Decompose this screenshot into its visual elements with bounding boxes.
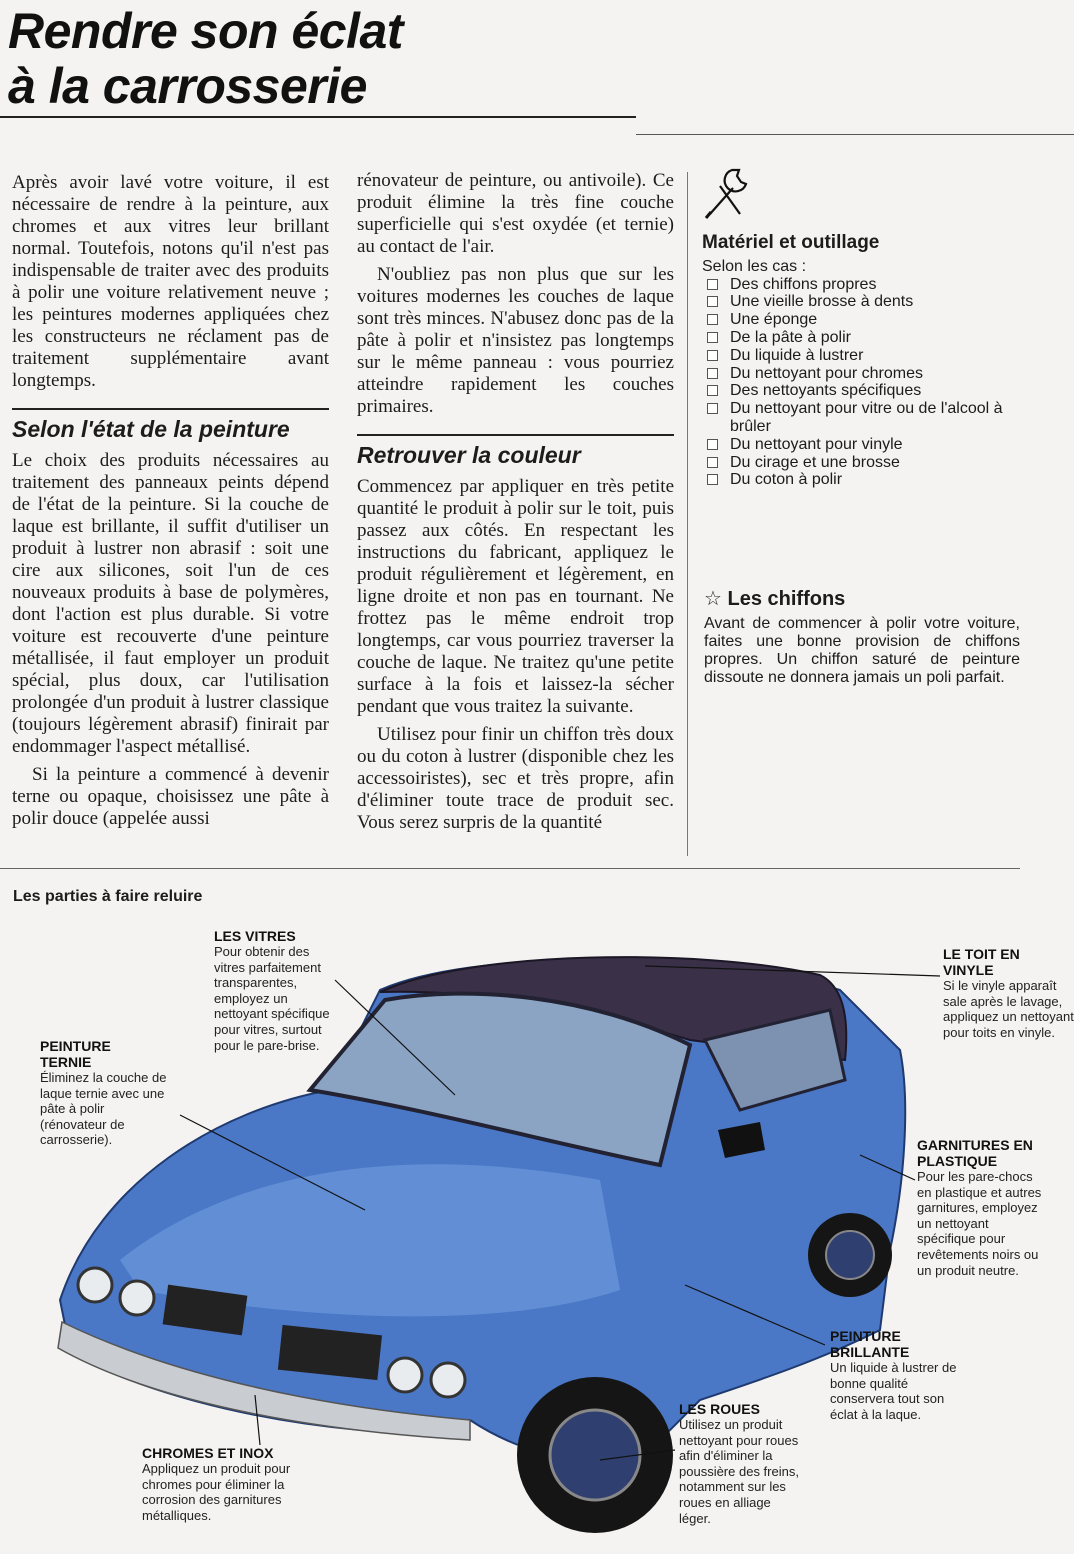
tool-item: Du cirage et une brosse	[702, 454, 1032, 472]
caption-garnitures	[917, 1137, 1042, 1278]
tool-item: Une vieille brosse à dents	[702, 293, 1032, 311]
star-icon: ☆	[704, 588, 722, 610]
tools-heading: Matériel et outillage	[702, 232, 880, 253]
tool-item: Une éponge	[702, 311, 1032, 329]
caption-toit-vinyle	[943, 946, 1074, 1040]
caption-roues	[679, 1401, 803, 1526]
caption-roues-text: Utilisez un produit nettoyant pour roues afin d'éliminer la poussière des freins, notamment sur les roues en alliage léger.	[679, 1417, 799, 1526]
heading-retrouver-couleur: Retrouver la couleur	[357, 434, 674, 468]
caption-vitres-text: Pour obtenir des vitres parfaitement transparentes, employez un nettoyant spécifique pour vitres, surtout pour le pare-brise.	[214, 944, 330, 1053]
tool-item: De la pâte à polir	[702, 329, 1032, 347]
caption-chromes-text: Appliquez un produit pour chromes pour éliminer la corrosion des garnitures métalliques.	[142, 1461, 291, 1523]
etat-paragraph-2: Si la peinture a commencé à devenir terne ou opaque, choisissez une pâte à polir douce (appelée aussi	[12, 764, 329, 829]
intro-paragraph: Après avoir lavé votre voiture, il est nécessaire de rendre à la peinture, aux chromes et aux vitres leur brillant normal. Toutefois, notons qu'il n'est pas indispensable de traiter avec des produits à polir une voiture relativement neuve ; les peintures modernes appliquées chez les constructeurs ne réclament pas de traitement supplémentaire avant longtemps.	[12, 172, 329, 391]
diagram-title: Les parties à faire reluire	[13, 888, 203, 905]
caption-terne-title: PEINTURE TERNIE	[40, 1038, 111, 1070]
title-line-1: Rendre son éclat	[8, 3, 403, 59]
caption-garnitures-title: GARNITURES EN PLASTIQUE	[917, 1137, 1033, 1169]
caption-toit-text: Si le vinyle apparaît sale après le lavage, appliquez un nettoyant pour toits en vinyle.	[943, 978, 1074, 1040]
caption-garnitures-text: Pour les pare-chocs en plastique et autres garnitures, employez un nettoyant spécifique pour revêtements noirs ou un produit neutre.	[917, 1169, 1042, 1278]
caption-chromes-title: CHROMES ET INOX	[142, 1445, 274, 1461]
tool-item: Du liquide à lustrer	[702, 347, 1032, 365]
tool-item: Des chiffons propres	[702, 276, 1032, 294]
tool-item: Du nettoyant pour vitre ou de l'alcool à brûler	[702, 400, 1032, 436]
tools-intro: Selon les cas :	[702, 257, 807, 275]
couleur-paragraph-1: Commencez par appliquer en très petite quantité le produit à polir sur le toit, puis passez aux côtés. En respectant les instructions du fabricant, appliquez le produit régulièrement et légèrement, en ligne droite et non pas en tournant. Ne frottez pas le même endroit trop longtemps, car vous pourriez traverser la couche de laque. Ne traitez qu'une petite surface à la fois et laissez-la sécher pendant que vous traitez la suivante.	[357, 476, 674, 717]
caption-brillante-text: Un liquide à lustrer de bonne qualité conservera tout son éclat à la laque.	[830, 1360, 957, 1422]
chiffons-heading-text: Les chiffons	[727, 588, 846, 610]
caption-terne-text: Éliminez la couche de laque ternie avec une pâte à polir (rénovateur de carrosserie).	[40, 1070, 167, 1148]
caption-peinture-brillante	[830, 1328, 960, 1422]
caption-vitres	[214, 928, 344, 1053]
caption-peinture-ternie	[40, 1038, 172, 1148]
tool-item: Des nettoyants spécifiques	[702, 382, 1032, 400]
tool-item: Du nettoyant pour chromes	[702, 365, 1032, 383]
tool-item: Du nettoyant pour vinyle	[702, 436, 1032, 454]
caption-brillante-title: PEINTURE BRILLANTE	[830, 1328, 910, 1360]
caption-roues-title: LES ROUES	[679, 1401, 760, 1417]
col2-paragraph-1: rénovateur de peinture, ou antivoile). Ce produit élimine la très fine couche superficielle qui s'est oxydée (et ternie) au contact de l'air.	[357, 170, 674, 257]
title-line-2: à la carrosserie	[8, 58, 367, 114]
heading-etat-peinture: Selon l'état de la peinture	[12, 408, 329, 442]
etat-paragraph-1: Le choix des produits nécessaires au traitement des panneaux peints dépend de l'état de la peinture. Si la couche de laque est brillante, il suffit d'utiliser un produit à lustrer non abrasif : soit une cire aux silicones, soit l'un de ces nouveaux produits à base de polymères, dont l'action est plus durable. Si votre voiture est recouverte d'une peinture métallisée, il faut employer un produit spécial, plus doux, car l'utilisation prolongée d'un produit à lustrer classique (toujours légèrement abrasif) finirait par endommager l'aspect métallisé.	[12, 450, 329, 757]
caption-toit-title: LE TOIT EN VINYLE	[943, 946, 1020, 978]
col2-paragraph-2: N'oubliez pas non plus que sur les voitures modernes les couches de laque sont très minces. N'abusez donc pas de la pâte à polir et n'insistez pas longtemps sur le même panneau : vous pourriez atteindre rapidement les couches primaires.	[357, 264, 674, 417]
tool-item: Du coton à polir	[702, 471, 1032, 489]
chiffons-body: Avant de commencer à polir votre voiture, faites une bonne provision de chiffons propres. Un chiffon saturé de peinture dissoute ne donnera jamais un poli parfait.	[704, 615, 1020, 686]
caption-chromes	[142, 1445, 322, 1523]
caption-vitres-title: LES VITRES	[214, 928, 296, 944]
couleur-paragraph-2: Utilisez pour finir un chiffon très doux ou du coton à lustrer (disponible chez les accessoiristes), sec et très propre, afin d'éliminer toute trace de produit sec. Vous serez surpris de la quantité	[357, 724, 674, 833]
